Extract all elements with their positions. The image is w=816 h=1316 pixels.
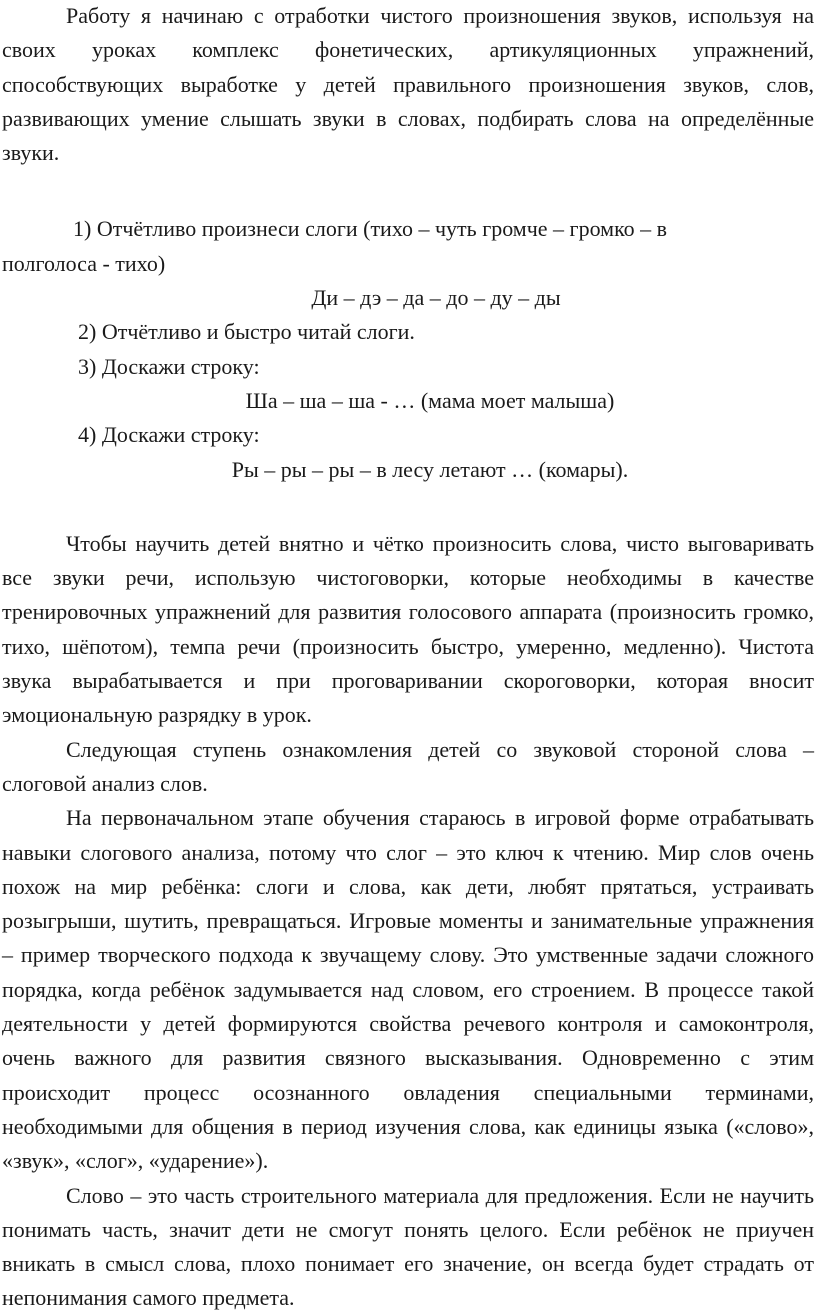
exercise-1-example: Ди – дэ – да – до – ду – ды [311, 285, 561, 311]
exercise-1-line-1: 1) Отчётливо произнеси слоги (тихо – чуть громче – громко – в [73, 216, 668, 242]
exercise-1-line-2: полголоса - тихо) [2, 250, 166, 276]
body-paragraph-4: Слово – это часть строительного материала для предложения. Если не научить понимать часть, значит дети не смогут понять целого. Если ребёнок не приучен вникать в смысл слова, плохо понимает его значение, он всегда будет страдать от непонимания самого предмета. [2, 1182, 814, 1311]
intro-paragraph: Работу я начинаю с отработки чистого произношения звуков, используя на своих уроках комплекс фонетических, артикуляционных упражнений, способствующих выработке у детей правильного произношения звуков, слов, развивающих умение слышать звуки в словах, подбирать слова на определённые звуки. [2, 3, 814, 166]
body-paragraph-3: На первоначальном этапе обучения стараюсь в игровой форме отрабатывать навыки слогового анализа, потому что слог – это ключ к чтению. Мир слов очень похож на мир ребёнка: слоги и слова, как дети, любят прятаться, устраивать розыгрыши, шутить, превращаться. Игровые моменты и занимательные упражнения – пример творческого подхода к звучащему слову. Это умственные задачи сложного порядка, когда ребёнок задумывается над словом, его строением. В процессе такой деятельности у детей формируются свойства речевого контроля и самоконтроля, очень важного для развития связного высказывания. Одновременно с этим происходит процесс осознанного овладения специальными терминами, необходимыми для общения в период изучения слова, как единицы языка («слово», «звук», «слог», «ударение»). [2, 805, 814, 1174]
exercise-2: 2) Отчётливо и быстро читай слоги. [78, 319, 415, 345]
section-spacer [2, 487, 814, 527]
exercise-4: 4) Доскажи строку: [78, 422, 260, 448]
exercise-4-example: Ры – ры – ры – в лесу летают … (комары). [231, 456, 629, 482]
exercise-list [2, 212, 814, 486]
body-paragraph-2: Следующая ступень ознакомления детей со звуковой стороной слова – слоговой анализ слов. [2, 736, 814, 796]
exercise-3-example: Ша – ша – ша - … (мама моет малыша) [245, 387, 615, 413]
exercise-3: 3) Доскажи строку: [78, 353, 260, 379]
body-paragraph-1: Чтобы научить детей внятно и чётко произносить слова, чисто выговаривать все звуки речи, использую чистоговорки, которые необходимы в качестве тренировочных упражнений для развития голосового аппарата (произносить громко, тихо, шёпотом), темпа речи (произносить быстро, умеренно, медленно). Чистота звука вырабатывается и при проговаривании скороговорки, которая вносит эмоциональную разрядку в урок. [2, 530, 814, 728]
